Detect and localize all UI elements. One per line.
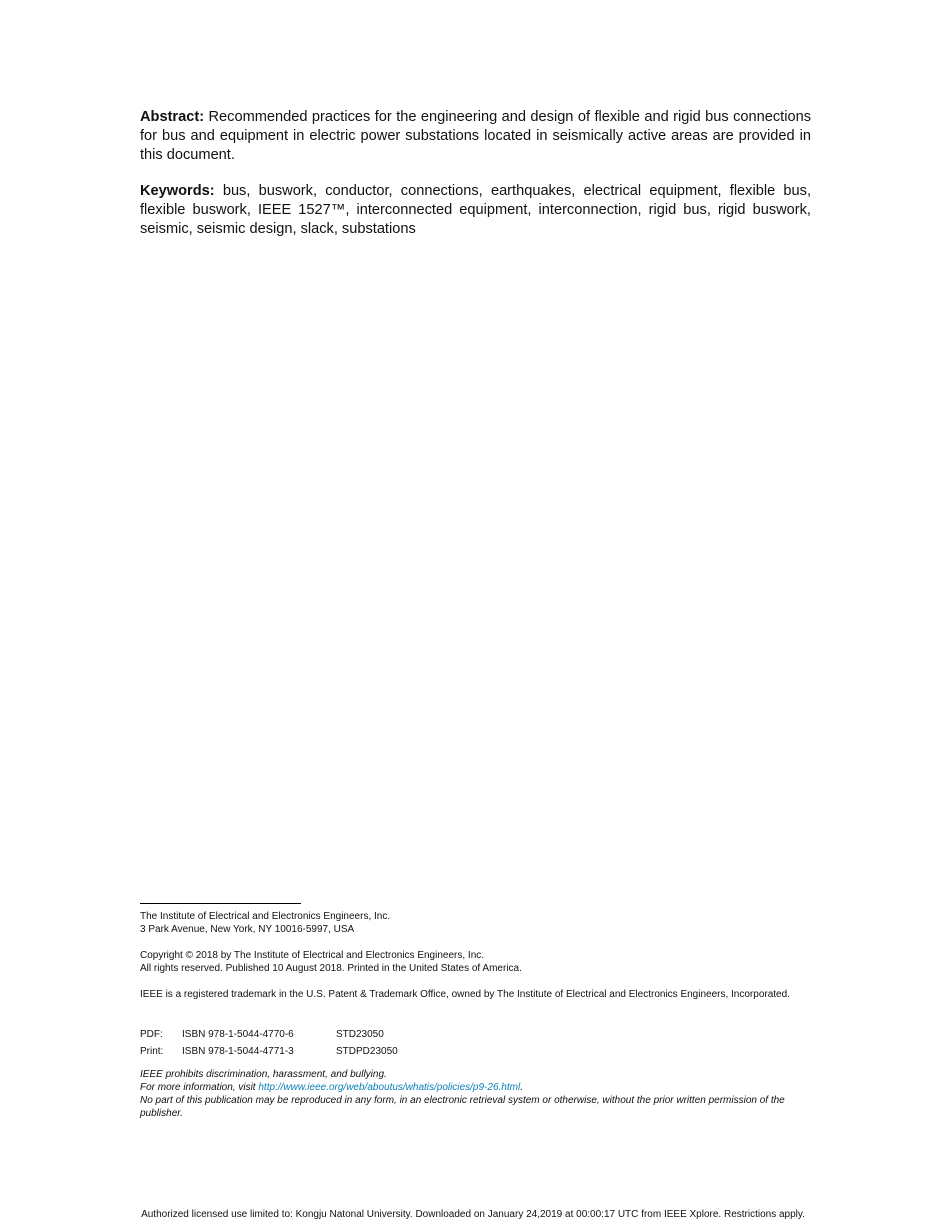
isbn-block (140, 1026, 815, 1060)
copyright-block (140, 949, 815, 975)
more-info-suffix: . (520, 1082, 523, 1093)
isbn-number: ISBN 978-1-5044-4771-3 (182, 1046, 294, 1057)
keywords-label: Keywords: (140, 183, 215, 199)
abstract-label: Abstract: (140, 109, 205, 125)
abstract-text: Recommended practices for the engineering and design of flexible and rigid bus connections for bus and equipment in electric power substations located in seismically active areas are provided in this document. (140, 109, 811, 163)
isbn-code: STD23050 (336, 1029, 384, 1040)
publisher-address: 3 Park Avenue, New York, NY 10016-5997, USA (140, 924, 355, 935)
policy-link[interactable]: http://www.ieee.org/web/aboutus/whatis/policies/p9-26.html (258, 1082, 521, 1093)
more-info-prefix: For more information, visit (140, 1082, 259, 1093)
isbn-format: Print: (140, 1046, 164, 1057)
rights-line: All rights reserved. Published 10 August 2018. Printed in the United States of America. (140, 963, 522, 974)
reproduction-notice: No part of this publication may be reproduced in any form, in an electronic retrieval system or otherwise, without the prior written permission of the publisher. (140, 1095, 785, 1119)
keywords-paragraph (140, 182, 811, 239)
isbn-number: ISBN 978-1-5044-4770-6 (182, 1029, 294, 1040)
publisher-name: The Institute of Electrical and Electronics Engineers, Inc. (140, 911, 391, 922)
abstract-paragraph (140, 108, 811, 165)
isbn-row-pdf (140, 1026, 815, 1043)
isbn-format: PDF: (140, 1029, 163, 1040)
isbn-code: STDPD23050 (336, 1046, 398, 1057)
publisher-block (140, 910, 815, 936)
more-info-line (140, 1081, 815, 1094)
authorization-notice: Authorized licensed use limited to: Kongju Natonal University. Downloaded on January 24,2019 at 00:00:17 UTC from IEEE Xplore. Restrictions apply. (141, 1209, 805, 1220)
isbn-row-print (140, 1043, 815, 1060)
footnote-divider (140, 903, 301, 904)
keywords-text: bus, buswork, conductor, connections, earthquakes, electrical equipment, flexible bus, flexible buswork, IEEE 1527™, interconnected equipment, interconnection, rigid bus, rigid buswork, seismic, seismic design, slack, substations (140, 183, 811, 237)
copyright-line: Copyright © 2018 by The Institute of Electrical and Electronics Engineers, Inc. (140, 950, 485, 961)
policy-block (140, 1068, 815, 1120)
policy-line: IEEE prohibits discrimination, harassment, and bullying. (140, 1069, 387, 1080)
trademark-notice: IEEE is a registered trademark in the U.S. Patent & Trademark Office, owned by The Institute of Electrical and Electronics Engineers, Incorporated. (140, 989, 790, 1000)
